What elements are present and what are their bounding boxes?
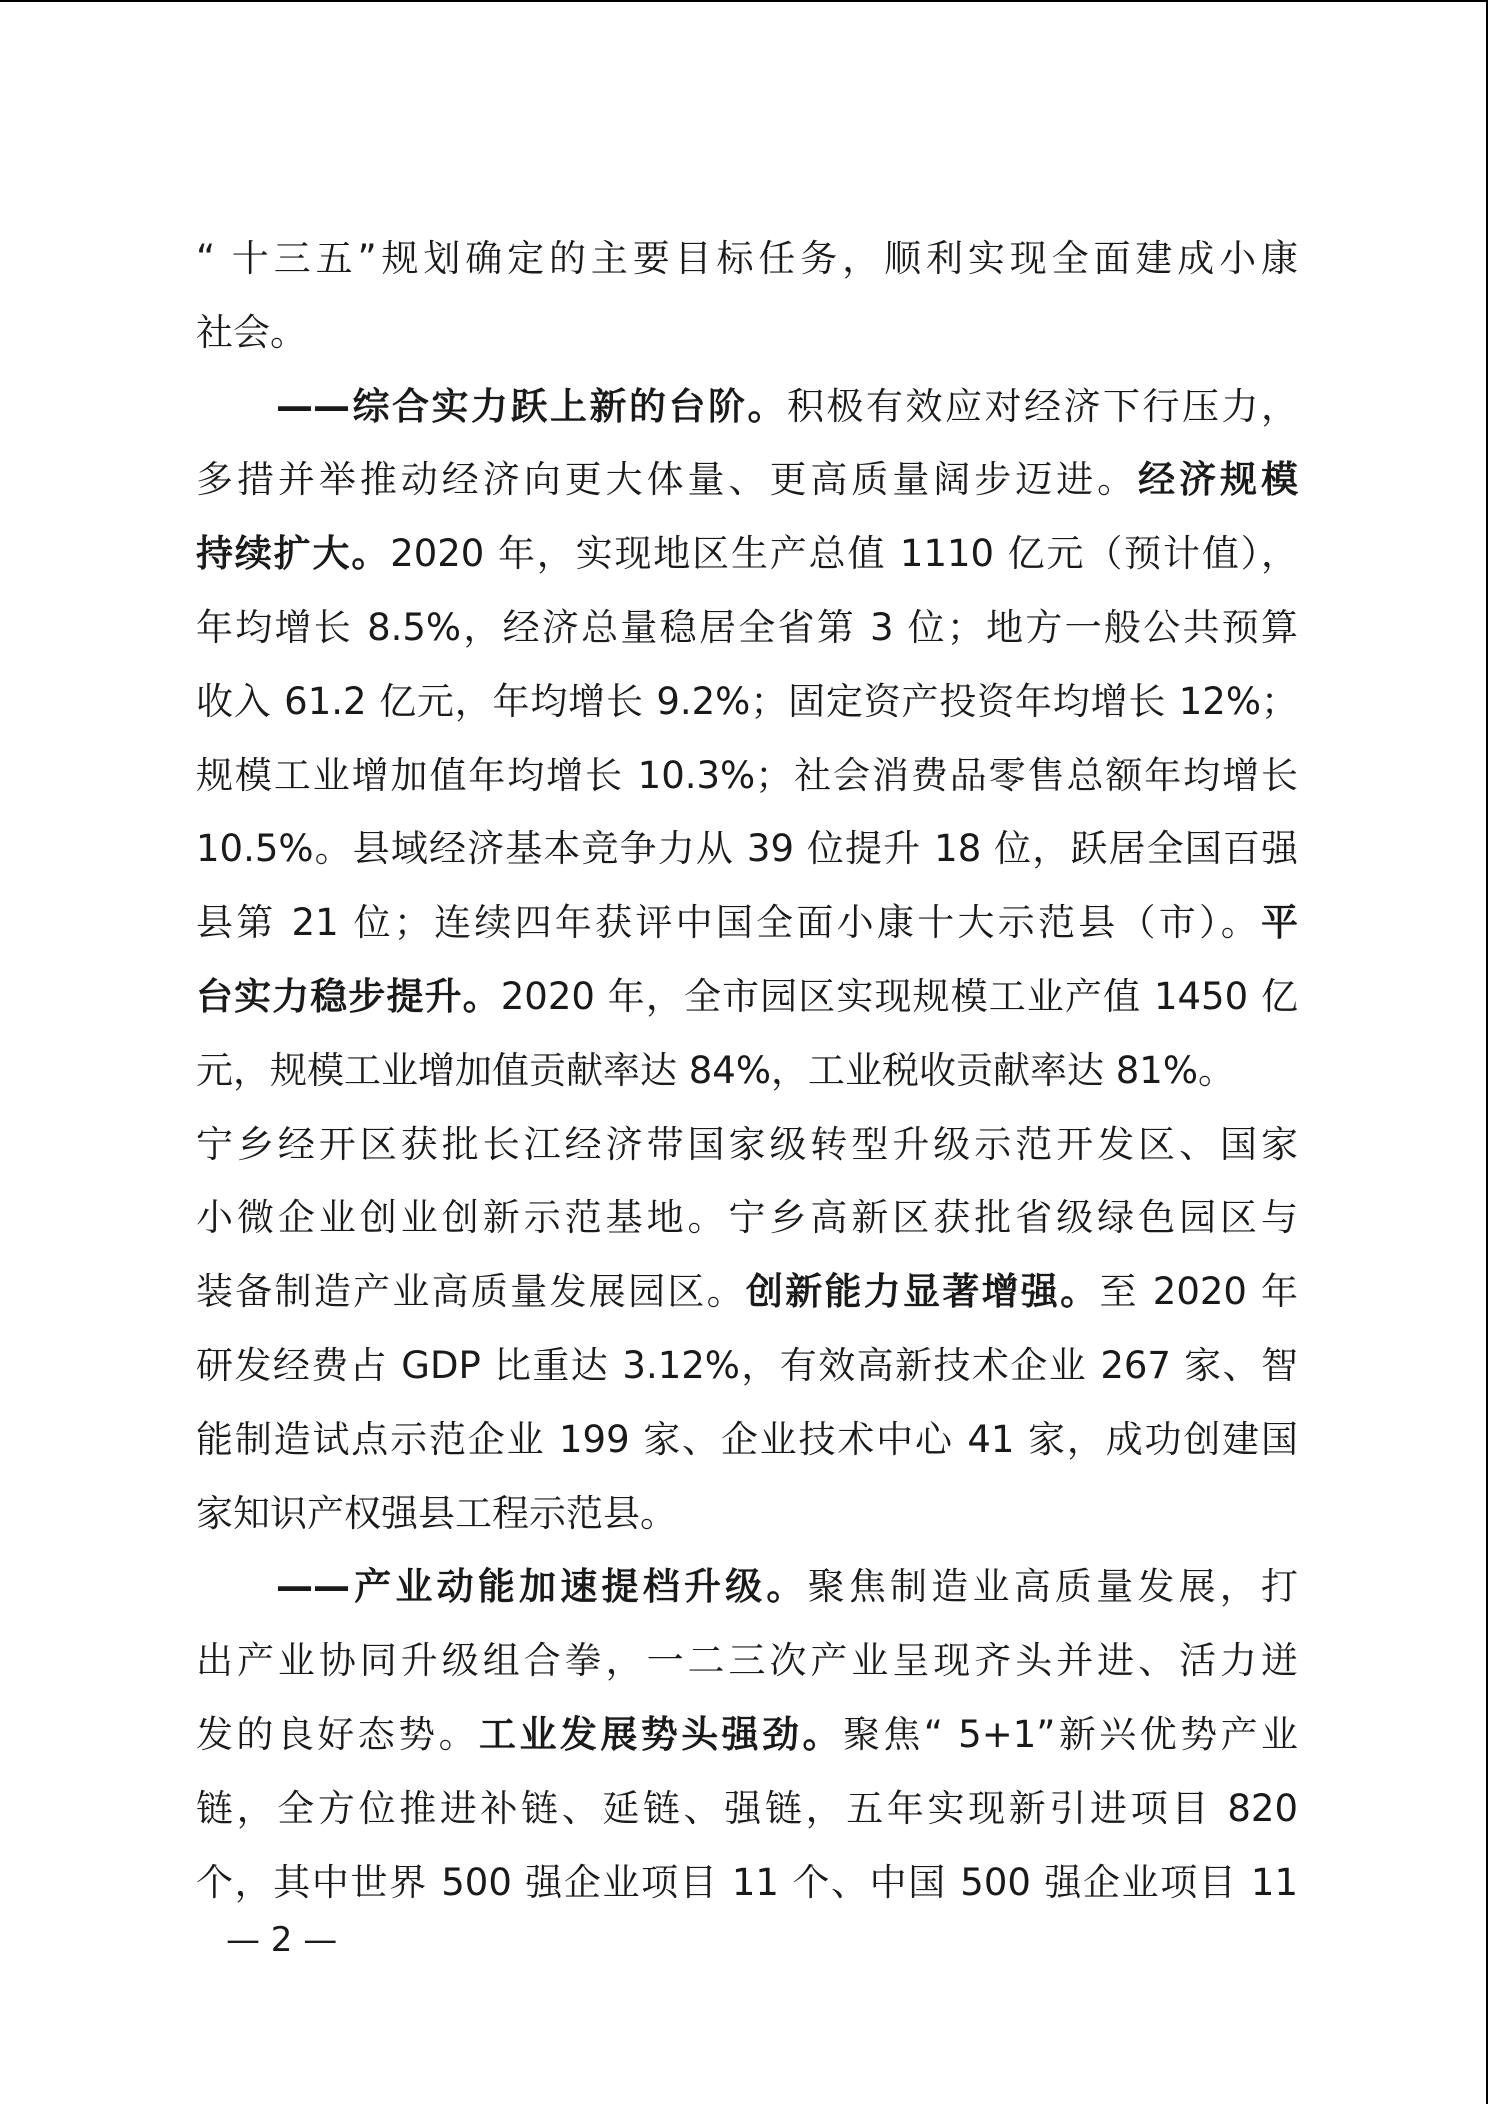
text-line <box>196 1550 1298 1624</box>
text-line <box>196 1772 1298 1846</box>
body-text: 个，其中世界 500 强企业项目 11 个、中国 500 强企业项目 11 <box>196 1860 1298 1904</box>
text-line <box>196 296 1298 370</box>
body-text: 2020 年，实现地区生产总值 1110 亿元（预计值）， <box>390 532 1299 576</box>
body-text: 能制造试点示范企业 199 家、企业技术中心 41 家，成功创建国 <box>196 1417 1298 1461</box>
bold-heading-text: 持续扩大。 <box>196 532 391 576</box>
body-text: 2020 年，全市园区实现规模工业产值 1450 亿 <box>500 974 1298 1018</box>
bold-heading-text: 台实力稳步提升。 <box>196 974 501 1018</box>
text-line <box>196 1846 1298 1920</box>
body-text: 装备制造产业高质量发展园区。 <box>196 1270 746 1314</box>
text-line <box>196 517 1298 591</box>
bold-heading-text: ——产业动能加速提档升级。 <box>276 1565 808 1609</box>
bold-heading-text: ——综合实力跃上新的台阶。 <box>276 384 787 428</box>
body-text: 链，全方位推进补链、延链、强链，五年实现新引进项目 820 <box>196 1786 1298 1830</box>
body-text: 研发经费占 GDP 比重达 3.12%，有效高新技术企业 267 家、智 <box>196 1343 1298 1387</box>
text-line <box>196 812 1298 886</box>
page-border-top <box>0 0 1488 2</box>
body-text: 10.5%。县域经济基本竞争力从 39 位提升 18 位，跃居全国百强 <box>196 827 1298 871</box>
body-text: 聚焦制造业高质量发展，打 <box>807 1565 1299 1609</box>
body-text: 至 2020 年 <box>1099 1270 1298 1314</box>
text-line <box>196 960 1298 1034</box>
body-text: 收入 61.2 亿元，年均增长 9.2%；固定资产投资年均增长 12%； <box>196 679 1298 723</box>
bold-heading-text: 平 <box>1261 901 1298 945</box>
page-number: — 2 — <box>226 1920 338 1960</box>
text-line <box>196 1624 1298 1698</box>
body-text: 规模工业增加值年均增长 10.3%；社会消费品零售总额年均增长 <box>196 753 1298 797</box>
text-line <box>196 370 1298 444</box>
body-text: 宁乡经开区获批长江经济带国家级转型升级示范开发区、国家 <box>196 1122 1298 1166</box>
text-line <box>196 1698 1298 1772</box>
text-line <box>196 1477 1298 1551</box>
bold-heading-text: 创新能力显著增强。 <box>745 1270 1100 1314</box>
text-line <box>196 1329 1298 1403</box>
body-text: 社会。 <box>196 310 307 354</box>
body-text: “ 十三五”规划确定的主要目标任务，顺利实现全面建成小康 <box>196 237 1298 280</box>
document-body <box>196 222 1298 1919</box>
text-line <box>196 1034 1298 1108</box>
body-text: 多措并举推动经济向更大体量、更高质量阔步迈进。 <box>196 458 1139 502</box>
body-text: 小微企业创业创新示范基地。宁乡高新区获批省级绿色园区与 <box>196 1196 1298 1240</box>
body-text: 出产业协同升级组合拳，一二三次产业呈现齐头并进、活力迸 <box>196 1639 1298 1683</box>
text-line <box>196 222 1298 296</box>
body-text: 县第 21 位；连续四年获评中国全面小康十大示范县（市）。 <box>196 901 1261 945</box>
text-line <box>196 591 1298 665</box>
text-line <box>196 886 1298 960</box>
text-line <box>196 1108 1298 1182</box>
bold-heading-text: 经济规模 <box>1138 458 1299 502</box>
body-text: 发的良好态势。 <box>196 1712 480 1756</box>
body-text: 元，规模工业增加值贡献率达 84%，工业税收贡献率达 81%。 <box>196 1048 1235 1092</box>
text-line <box>196 1403 1298 1477</box>
body-text: 年均增长 8.5%，经济总量稳居全省第 3 位；地方一般公共预算 <box>196 605 1298 649</box>
text-line <box>196 665 1298 739</box>
body-text: 积极有效应对经济下行压力， <box>787 384 1298 428</box>
text-line <box>196 1255 1298 1329</box>
text-line <box>196 739 1298 813</box>
text-line <box>196 443 1298 517</box>
text-line <box>196 1181 1298 1255</box>
bold-heading-text: 工业发展势头强劲。 <box>479 1712 843 1756</box>
body-text: 家知识产权强县工程示范县。 <box>196 1491 677 1535</box>
body-text: 聚焦“ 5+1”新兴优势产业 <box>842 1712 1299 1756</box>
